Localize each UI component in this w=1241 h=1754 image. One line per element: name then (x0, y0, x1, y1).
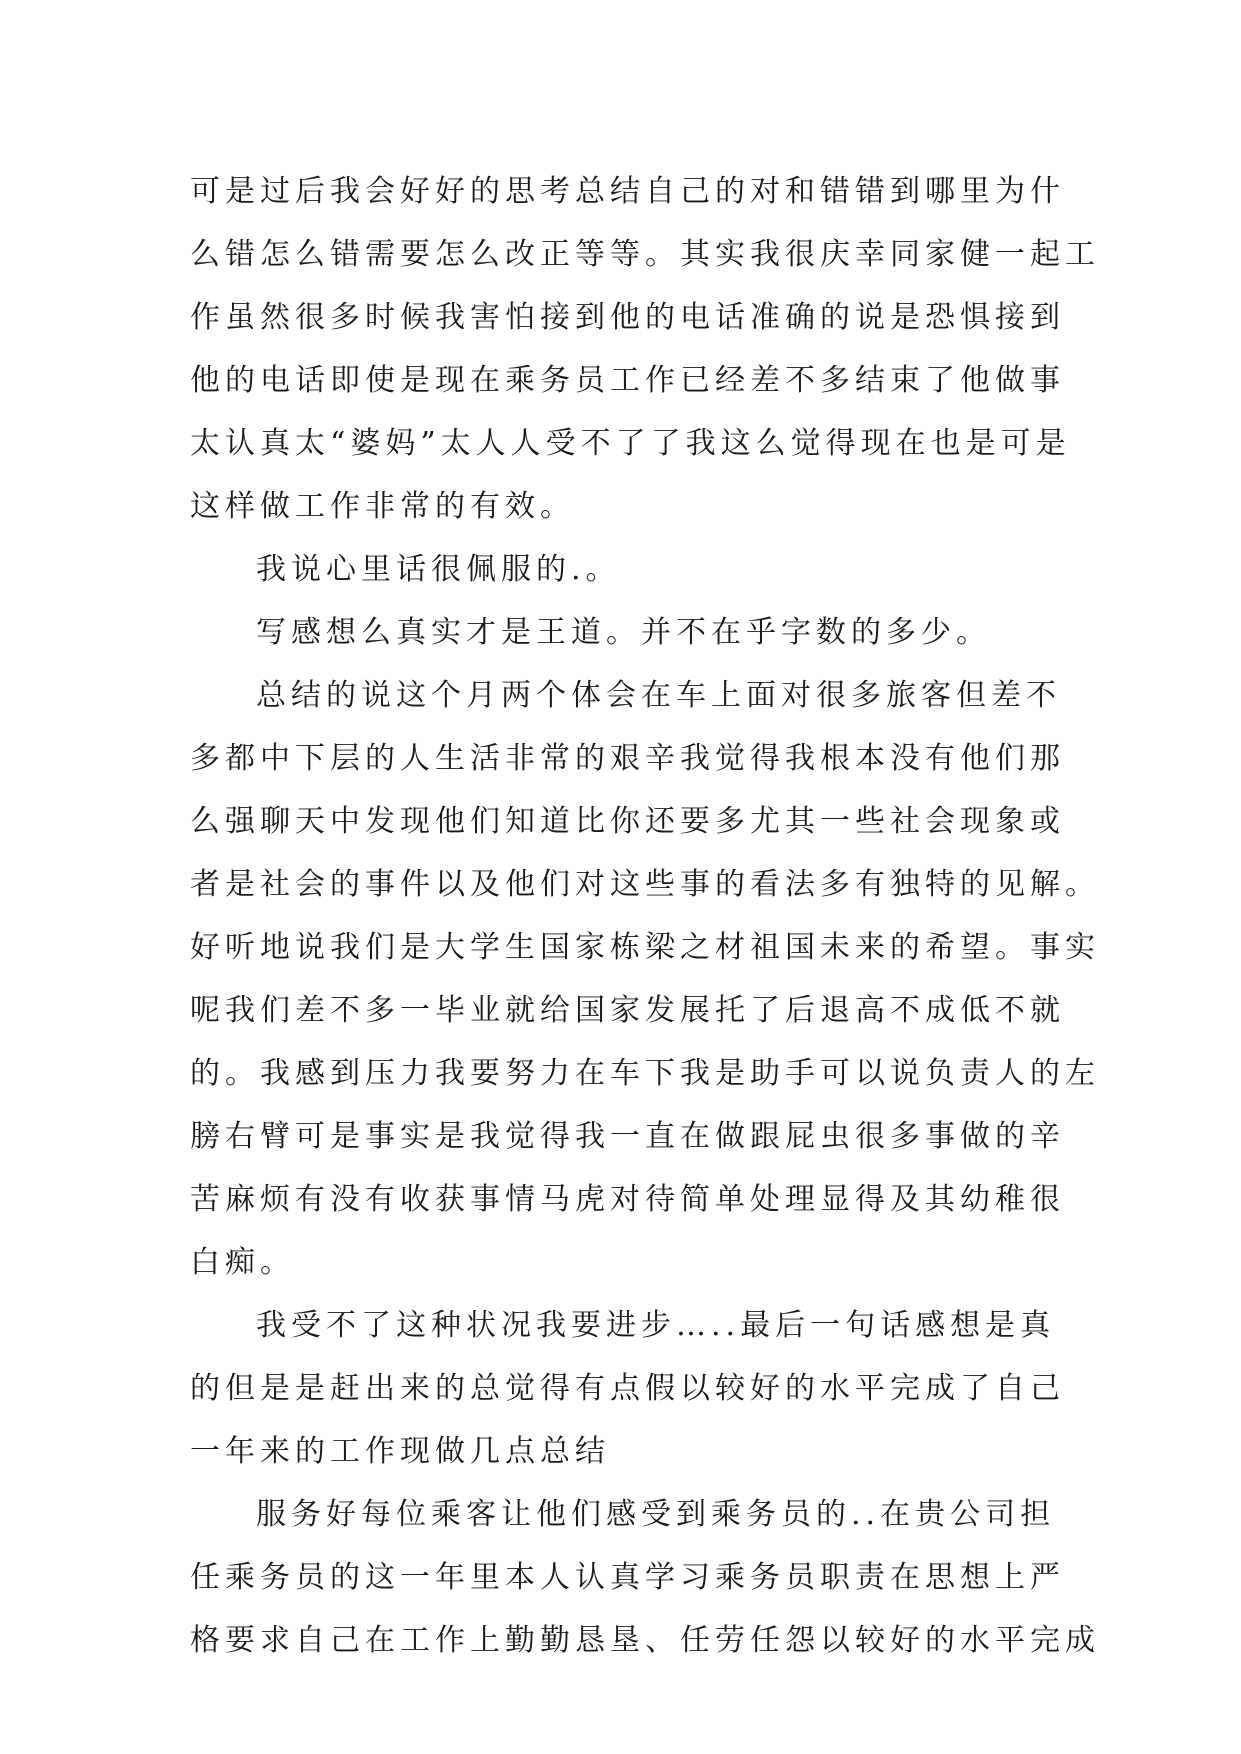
text-line: 服务好每位乘客让他们感受到乘务员的..在贵公司担 (256, 1497, 1056, 1532)
text-line: 么错怎么错需要怎么改正等等。其实我很庆幸同家健一起工 (190, 237, 1100, 272)
text-line: 他的电话即使是现在乘务员工作已经差不多结束了他做事 (190, 363, 1065, 398)
text-line: 么强聊天中发现他们知道比你还要多尤其一些社会现象或 (190, 804, 1065, 839)
text-line: 一年来的工作现做几点总结 (190, 1434, 610, 1469)
text-line: 的但是是赶出来的总觉得有点假以较好的水平完成了自己 (190, 1371, 1065, 1406)
text-line: 作虽然很多时候我害怕接到他的电话准确的说是恐惧接到 (190, 300, 1065, 335)
text-line: 白痴。 (190, 1245, 295, 1280)
text-line: 这样做工作非常的有效。 (190, 489, 575, 524)
text-line: 太认真太“婆妈”太人人受不了了我这么觉得现在也是可是 (190, 426, 1071, 461)
text-line: 膀右臂可是事实是我觉得我一直在做跟屁虫很多事做的辛 (190, 1119, 1065, 1154)
text-line: 苦麻烦有没有收获事情马虎对待简单处理显得及其幼稚很 (190, 1182, 1065, 1217)
text-line: 格要求自己在工作上勤勤恳垦、任劳任怨以较好的水平完成 (190, 1623, 1100, 1658)
text-line: 我受不了这种状况我要进步…..最后一句话感想是真 (256, 1308, 1056, 1343)
text-line: 总结的说这个月两个体会在车上面对很多旅客但差不 (256, 678, 1061, 713)
text-line: 好听地说我们是大学生国家栋梁之材祖国未来的希望。事实 (190, 930, 1100, 965)
text-line: 呢我们差不多一毕业就给国家发展托了后退高不成低不就 (190, 993, 1065, 1028)
text-line: 的。我感到压力我要努力在车下我是助手可以说负责人的左 (190, 1056, 1100, 1091)
document-body (190, 160, 1100, 1672)
text-line: 任乘务员的这一年里本人认真学习乘务员职责在思想上严 (190, 1560, 1065, 1595)
text-line: 写感想么真实才是王道。并不在乎字数的多少。 (256, 615, 991, 650)
text-line: 我说心里话很佩服的.。 (256, 552, 621, 587)
text-line: 可是过后我会好好的思考总结自己的对和错错到哪里为什 (190, 174, 1065, 209)
text-line: 多都中下层的人生活非常的艰辛我觉得我根本没有他们那 (190, 741, 1065, 776)
text-line: 者是社会的事件以及他们对这些事的看法多有独特的见解。 (190, 867, 1100, 902)
